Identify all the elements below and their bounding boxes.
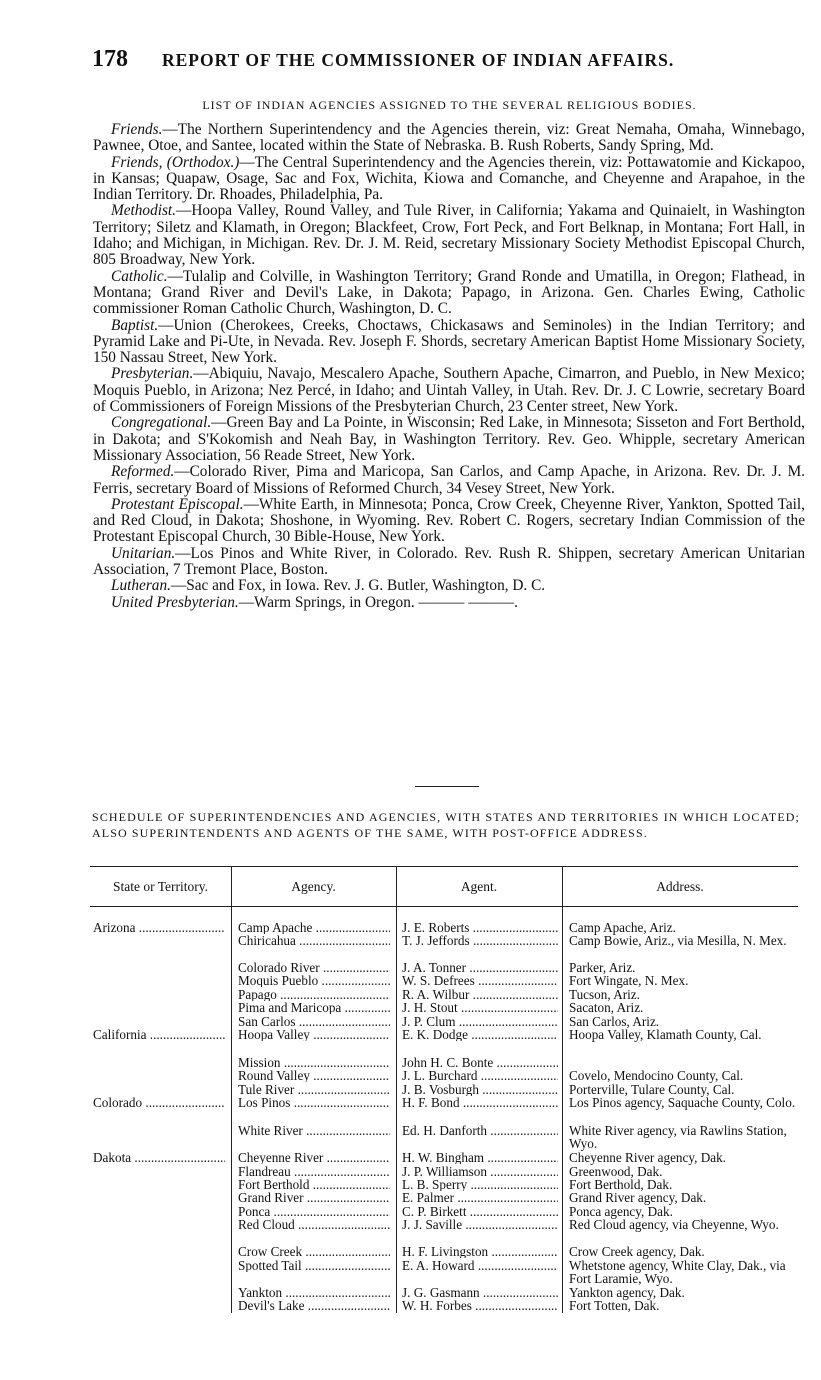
cell-agent: C. P. Birkett ..... <box>402 1205 558 1218</box>
cell-agent: Ed. H. Danforth ..... <box>402 1124 558 1137</box>
cell-address: Red Cloud agency, via Cheyenne, Wyo. <box>569 1217 779 1232</box>
cell-address: Tucson, Ariz. <box>569 987 640 1002</box>
denomination-text: —Hoopa Valley, Round Valley, and Tule River, in California; Yakama and Quinaielt, in Washington Territory; Siletz and Klamath, in Oregon; Blackfeet, Crow, Fort Peck, and Fort Belknap, in Montana; Fort Hall, in Idaho; and Michigan, in Michigan. Rev. Dr. J. M. Reid, secretary Missionary Society Methodist Episcopal Church, 805 Broadway, New York. <box>93 202 805 269</box>
cell-address: San Carlos, Ariz. <box>569 1014 660 1029</box>
denomination-text: —Warm Springs, in Oregon. ——— ———. <box>238 593 518 611</box>
cell-agent: J. E. Roberts ..... <box>402 921 558 934</box>
cell-agency: Camp Apache ..... <box>238 921 390 934</box>
cell-address: Grand River agency, Dak. <box>569 1190 707 1205</box>
cell-address: Porterville, Tulare County, Cal. <box>569 1082 735 1097</box>
cell-agency: Flandreau ..... <box>238 1165 390 1178</box>
table-header-rule <box>90 906 798 907</box>
denomination-entry <box>93 546 805 579</box>
denomination-name: Lutheran. <box>111 577 171 595</box>
denomination-name: United Presbyterian. <box>111 593 239 611</box>
cell-agent: J. A. Tonner ..... <box>402 961 558 974</box>
cell-agent: H. W. Bingham ..... <box>402 1151 558 1164</box>
cell-state: Dakota ..... <box>93 1151 225 1164</box>
denomination-entries <box>93 122 805 611</box>
cell-agent: W. H. Forbes ..... <box>402 1299 558 1312</box>
cell-agency: San Carlos ..... <box>238 1015 390 1028</box>
column-divider <box>396 866 397 1313</box>
denomination-entry <box>93 415 805 464</box>
column-divider <box>562 866 563 1313</box>
column-header-agency: Agency. <box>291 879 336 894</box>
denomination-entry <box>93 497 805 546</box>
cell-agency: Mission ..... <box>238 1056 390 1069</box>
cell-agent: J. B. Vosburgh ..... <box>402 1083 558 1096</box>
cell-agent: John H. C. Bonte ..... <box>402 1056 558 1069</box>
cell-agent: J. G. Gasmann ..... <box>402 1286 558 1299</box>
cell-agency: Colorado River ..... <box>238 961 390 974</box>
column-divider <box>231 866 232 1313</box>
denomination-entry <box>93 595 805 611</box>
denomination-name: Methodist. <box>111 202 177 220</box>
denomination-entry <box>93 464 805 497</box>
column-header-address: Address. <box>656 879 704 894</box>
report-title: REPORT OF THE COMMISSIONER OF INDIAN AFFAIRS. <box>162 50 675 70</box>
cell-address: Los Pinos agency, Saquache County, Colo. <box>569 1095 796 1110</box>
cell-address: Camp Bowie, Ariz., via Mesilla, N. Mex. <box>569 933 787 948</box>
cell-agent: T. J. Jeffords ..... <box>402 934 558 947</box>
cell-address: White River agency, via Rawlins Station, Wyo. <box>569 1123 787 1152</box>
cell-agency: Ponca ..... <box>238 1205 390 1218</box>
cell-address: Cheyenne River agency, Dak. <box>569 1150 726 1165</box>
cell-agency: Hoopa Valley ..... <box>238 1028 390 1041</box>
page-number: 178 <box>92 46 128 72</box>
cell-address: Parker, Ariz. <box>569 960 636 975</box>
denomination-name: Reformed. <box>111 463 175 481</box>
cell-agent: J. J. Saville ..... <box>402 1218 558 1231</box>
cell-agency: Crow Creek ..... <box>238 1245 390 1258</box>
denomination-text: —Green Bay and La Pointe, in Wisconsin; Red Lake, in Minnesota; Sisseton and Fort Berthold, in Dakota; and S'Kokomish and Neah Bay, in Washington Territory. Rev. Geo. Whipple, secretary American Missionary Association, 56 Reade Street, New York. <box>93 414 805 464</box>
denomination-entry <box>93 578 805 594</box>
cell-agency: Chiricahua ..... <box>238 934 390 947</box>
cell-address: Ponca agency, Dak. <box>569 1204 673 1219</box>
column-header-state: State or Territory. <box>112 879 209 894</box>
cell-state: Arizona ..... <box>93 921 225 934</box>
cell-agency: Devil's Lake ..... <box>238 1299 390 1312</box>
cell-agency: Cheyenne River ..... <box>238 1151 390 1164</box>
cell-agency: Pima and Maricopa ..... <box>238 1001 390 1014</box>
cell-agency: Round Valley ..... <box>238 1069 390 1082</box>
denomination-entry <box>93 269 805 318</box>
denomination-text: —The Central Superintendency and the Agencies therein, viz: Pottawatomie and Kickapoo, in Kansas; Quapaw, Osage, Sac and Fox, Wichita, Kiowa and Comanche, and Cheyenne and Arapahoe, in the Indian Territory. Dr. Rhoades, Philadelphia, Pa. <box>93 153 805 204</box>
cell-address: Camp Apache, Ariz. <box>569 920 676 935</box>
denomination-text: —Colorado River, Pima and Maricopa, San Carlos, and Camp Apache, in Arizona. Rev. Dr. J. M. Ferris, secretary Board of Missions of Reformed Church, 34 Vesey Street, New York. <box>93 463 805 497</box>
cell-agent: J. H. Stout ..... <box>402 1001 558 1014</box>
denomination-name: Friends, (Orthodox.) <box>111 153 240 171</box>
cell-address: Fort Berthold, Dak. <box>569 1177 673 1192</box>
cell-address: Fort Wingate, N. Mex. <box>569 973 689 988</box>
denomination-text: —White Earth, in Minnesota; Ponca, Crow Creek, Cheyenne River, Yankton, Spotted Tail, and Red Cloud, in Dakota; Shoshone, in Wyoming. Rev. Robert C. Rogers, secretary Indian Commission of the Protestant Episcopal Church, 30 Bible-House, New York. <box>93 495 805 546</box>
cell-agent: L. B. Sperry ..... <box>402 1178 558 1191</box>
cell-agency: Los Pinos ..... <box>238 1096 390 1109</box>
denomination-entry <box>93 318 805 367</box>
running-head <box>92 46 812 76</box>
cell-address: Yankton agency, Dak. <box>569 1285 685 1300</box>
cell-agent: H. F. Livingston ..... <box>402 1245 558 1258</box>
denomination-entry <box>93 203 805 268</box>
cell-address: Greenwood, Dak. <box>569 1164 663 1179</box>
section-divider <box>415 786 479 787</box>
denomination-text: —Sac and Fox, in Iowa. Rev. J. G. Butler, Washington, D. C. <box>170 577 546 595</box>
cell-agency: White River ..... <box>238 1124 390 1137</box>
cell-agent: J. P. Williamson ..... <box>402 1165 558 1178</box>
cell-address: Sacaton, Ariz. <box>569 1000 644 1015</box>
cell-agency: Fort Berthold ..... <box>238 1178 390 1191</box>
cell-address: Crow Creek agency, Dak. <box>569 1244 705 1259</box>
denomination-entry <box>93 155 805 204</box>
cell-agency: Tule River ..... <box>238 1083 390 1096</box>
denomination-text: —Abiquiu, Navajo, Mescalero Apache, Southern Apache, Cimarron, and Pueblo, in New Mexico; Moquis Pueblo, in Arizona; Nez Percé, in Idaho; and Uintah Valley, in Utah. Rev. Dr. J. C Lowrie, secretary Board of Commissioners of Foreign Missions of the Presbyterian Church, 23 Center street, New York. <box>93 365 805 416</box>
denomination-name: Baptist. <box>111 316 159 334</box>
cell-agent: E. A. Howard ..... <box>402 1259 558 1272</box>
cell-address: Hoopa Valley, Klamath County, Cal. <box>569 1027 762 1042</box>
cell-agency: Spotted Tail ..... <box>238 1259 390 1272</box>
cell-address: Whetstone agency, White Clay, Dak., via Fort Laramie, Wyo. <box>569 1258 786 1287</box>
cell-agency: Yankton ..... <box>238 1286 390 1299</box>
denomination-name: Friends. <box>111 121 163 138</box>
schedule-table <box>90 866 798 1313</box>
cell-agent: J. P. Clum ..... <box>402 1015 558 1028</box>
denomination-name: Presbyterian. <box>111 365 194 383</box>
cell-state: California ..... <box>93 1028 225 1041</box>
list-section-title: LIST OF INDIAN AGENCIES ASSIGNED TO THE SEVERAL RELIGIOUS BODIES. <box>202 98 697 112</box>
cell-state: Colorado ..... <box>93 1096 225 1109</box>
denomination-name: Congregational. <box>111 414 212 432</box>
cell-agency: Red Cloud ..... <box>238 1218 390 1231</box>
cell-agent: E. K. Dodge ..... <box>402 1028 558 1041</box>
denomination-entry <box>93 122 805 155</box>
cell-agent: E. Palmer ..... <box>402 1191 558 1204</box>
schedule-title: SCHEDULE OF SUPERINTENDENCIES AND AGENCIES, WITH STATES AND TERRITORIES IN WHICH LOCATED; ALSO SUPERINTENDENTS AND AGENTS OF THE SAME, WITH POST-OFFICE ADDRESS. <box>92 810 800 840</box>
denomination-name: Catholic. <box>111 267 168 285</box>
denomination-text: —The Northern Superintendency and the Agencies therein, viz: Great Nemaha, Omaha, Winnebago, Pawnee, Otoe, and Santee, located within the State of Nebraska. B. Rush Roberts, Sandy Spring, Md. <box>93 121 805 155</box>
cell-address: Covelo, Mendocino County, Cal. <box>569 1068 744 1083</box>
cell-address: Fort Totten, Dak. <box>569 1298 660 1313</box>
table-top-rule <box>90 866 798 867</box>
denomination-text: —Union (Cherokees, Creeks, Choctaws, Chickasaws and Seminoles) in the Indian Territory; and Pyramid Lake and Pi-Ute, in Nevada. Rev. Joseph F. Shords, secretary American Baptist Home Missionary Society, 150 Nassau Street, New York. <box>93 316 805 367</box>
cell-agency: Moquis Pueblo ..... <box>238 974 390 987</box>
denomination-text: —Los Pinos and White River, in Colorado. Rev. Rush R. Shippen, secretary American Unitarian Association, 7 Tremont Place, Boston. <box>93 544 805 579</box>
cell-agency: Grand River ..... <box>238 1191 390 1204</box>
denomination-text: —Tulalip and Colville, in Washington Territory; Grand Ronde and Umatilla, in Oregon; Flathead, in Montana; Grand River and Devil's Lake, in Dakota; Papago, in Arizona. Gen. Charles Ewing, Catholic commissioner Roman Catholic Church, Washington, D. C. <box>93 267 805 318</box>
denomination-entry <box>93 366 805 415</box>
denomination-name: Unitarian. <box>111 544 176 562</box>
cell-agent: R. A. Wilbur ..... <box>402 988 558 1001</box>
cell-agency: Papago ..... <box>238 988 390 1001</box>
column-header-agent: Agent. <box>460 879 498 894</box>
cell-agent: W. S. Defrees ..... <box>402 974 558 987</box>
cell-agent: H. F. Bond ..... <box>402 1096 558 1109</box>
cell-agent: J. L. Burchard ..... <box>402 1069 558 1082</box>
denomination-name: Protestant Episcopal. <box>111 495 244 513</box>
